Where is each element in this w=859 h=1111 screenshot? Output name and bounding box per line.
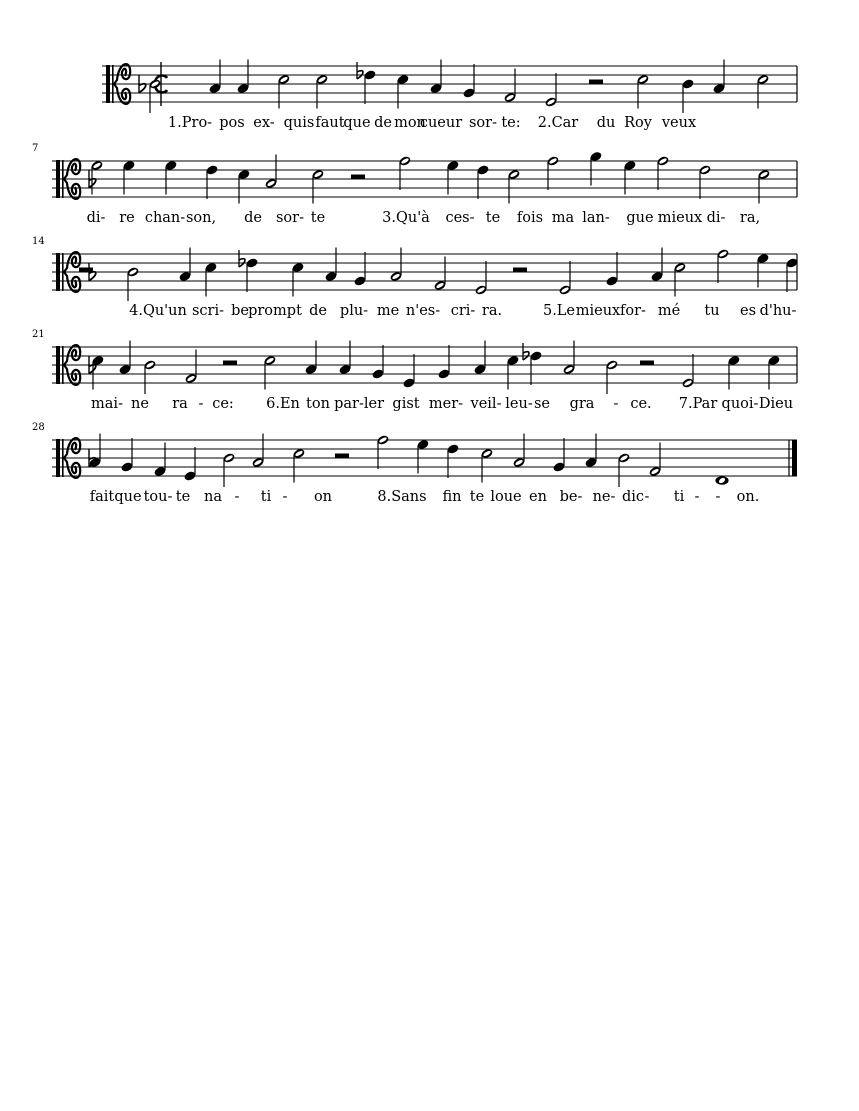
note xyxy=(756,74,769,109)
note xyxy=(558,261,571,296)
note xyxy=(292,448,305,483)
lyric-syllable: Dieu xyxy=(758,396,794,412)
note xyxy=(617,452,630,487)
lyric-syllable: ti xyxy=(260,489,272,505)
note xyxy=(416,439,429,474)
lyric-syllable: d'hu- xyxy=(759,303,797,319)
note xyxy=(473,341,486,376)
lyric-syllable: 2.Car xyxy=(537,115,579,131)
lyric-syllable: ne- xyxy=(592,489,616,505)
note xyxy=(236,60,249,95)
lyric-syllable: gra xyxy=(569,396,595,412)
lyric-syllable: - xyxy=(234,489,240,505)
note xyxy=(237,169,250,204)
lyric-syllable: te: xyxy=(501,115,521,131)
half-rest xyxy=(223,361,237,366)
lyric-syllable: on xyxy=(313,489,333,505)
half-rest xyxy=(589,80,603,85)
note xyxy=(503,69,516,104)
note xyxy=(153,443,166,478)
lyric-syllable: ti xyxy=(673,489,685,505)
flat-accidental-icon xyxy=(523,343,529,360)
lyric-syllable: veil- xyxy=(470,396,502,412)
note xyxy=(446,160,459,195)
note xyxy=(727,355,740,390)
lyric-syllable: de xyxy=(374,115,392,131)
lyric-syllable: - xyxy=(613,396,619,412)
lyric-syllable: 6.En xyxy=(266,396,300,412)
note xyxy=(122,160,135,195)
lyric-syllable: veux xyxy=(661,115,697,131)
note xyxy=(681,354,694,389)
lyric-syllable: de xyxy=(309,303,327,319)
lyric-syllable: di- xyxy=(706,210,726,226)
half-rest xyxy=(351,175,365,180)
note xyxy=(183,447,196,482)
lyric-syllable: quis xyxy=(283,115,315,131)
note xyxy=(673,262,686,297)
lyric-syllable: son, xyxy=(185,210,217,226)
lyric-syllable: prompt xyxy=(248,303,302,319)
note xyxy=(126,266,139,301)
note xyxy=(716,248,729,283)
lyric-syllable: es xyxy=(739,303,757,319)
measure-number: 28 xyxy=(32,422,45,433)
lyric-syllable: ra xyxy=(172,396,188,412)
note xyxy=(239,250,259,292)
half-rest xyxy=(513,268,527,273)
lyric-syllable: 5.Le xyxy=(542,303,576,319)
note xyxy=(767,355,780,390)
lyric-syllable: na xyxy=(204,489,222,505)
lyric-syllable: me xyxy=(376,303,400,319)
lyric-syllable: 1.Pro- xyxy=(167,115,213,131)
note xyxy=(338,341,351,376)
music-system xyxy=(32,329,797,412)
final-barline-thick xyxy=(792,440,797,476)
lyric-syllable: se xyxy=(533,396,551,412)
note xyxy=(264,155,277,190)
lyric-syllable: - xyxy=(694,489,700,505)
lyric-syllable: chan- xyxy=(144,210,186,226)
note xyxy=(636,74,649,109)
lyric-syllable: gue xyxy=(626,210,654,226)
note xyxy=(398,155,411,190)
lyric-syllable: for- xyxy=(620,303,646,319)
lyric-syllable: be- xyxy=(559,489,583,505)
lyric-syllable: - xyxy=(198,396,204,412)
note xyxy=(589,151,602,186)
note xyxy=(277,74,290,109)
note xyxy=(584,434,597,469)
note xyxy=(205,164,218,199)
note xyxy=(544,73,557,108)
note xyxy=(507,169,520,204)
music-system xyxy=(32,422,797,505)
lyric-syllable: ex- xyxy=(253,115,275,131)
note xyxy=(178,248,191,283)
lyric-syllable: ma xyxy=(551,210,575,226)
lyric-syllable: ton xyxy=(306,396,330,412)
half-rest xyxy=(640,361,654,366)
note xyxy=(376,434,389,469)
measure-number: 14 xyxy=(32,236,45,247)
lyric-syllable: quoi- xyxy=(721,396,759,412)
lyric-syllable: fois xyxy=(516,210,544,226)
lyric-syllable: be xyxy=(231,303,249,319)
lyric-syllable: mieux xyxy=(657,210,703,226)
flat-accidental-icon xyxy=(357,62,363,79)
lyric-syllable: ne xyxy=(131,396,149,412)
lyric-syllable: en xyxy=(529,489,547,505)
note xyxy=(681,78,694,113)
lyric-syllable: tu xyxy=(704,303,720,319)
note xyxy=(523,343,543,385)
note xyxy=(512,434,525,469)
lyric-syllable: sor- xyxy=(275,210,305,226)
note xyxy=(143,359,156,394)
note xyxy=(204,262,217,297)
note xyxy=(208,60,221,95)
lyric-syllable: 7.Par xyxy=(678,396,718,412)
lyric-syllable: loue xyxy=(490,489,522,505)
note xyxy=(90,160,103,195)
lyric-syllable: cri- xyxy=(450,303,476,319)
note xyxy=(462,64,475,99)
note xyxy=(164,160,177,195)
lyric-syllable: fait xyxy=(89,489,115,505)
measure-number: 7 xyxy=(32,143,39,154)
lyric-syllable: faut xyxy=(315,115,345,131)
note xyxy=(712,60,725,95)
lyric-syllable: que xyxy=(114,489,142,505)
systems-layer xyxy=(32,60,799,506)
note xyxy=(437,345,450,380)
lyric-syllable: ra. xyxy=(481,303,503,319)
lyric-syllable: ce. xyxy=(630,396,652,412)
lyric-syllable: dic xyxy=(621,489,645,505)
note xyxy=(605,359,618,394)
lyric-syllable: lan- xyxy=(582,210,610,226)
lyric-syllable: di- xyxy=(86,210,106,226)
lyric-syllable: pos xyxy=(219,115,245,131)
lyric-syllable: par- xyxy=(334,396,364,412)
note xyxy=(648,443,661,478)
note xyxy=(304,341,317,376)
note xyxy=(291,262,304,297)
note xyxy=(506,355,519,390)
lyric-syllable: te xyxy=(469,489,485,505)
lyric-syllable: on. xyxy=(736,489,760,505)
note xyxy=(315,74,328,109)
lyric-syllable: te xyxy=(485,210,501,226)
lyric-syllable: leu- xyxy=(505,396,533,412)
note xyxy=(357,62,377,104)
note xyxy=(446,443,459,478)
note xyxy=(605,252,618,287)
note xyxy=(91,355,104,390)
note xyxy=(623,160,636,195)
note xyxy=(148,78,161,113)
note xyxy=(263,355,276,390)
lyric-syllable: du xyxy=(596,115,616,131)
note xyxy=(656,155,669,190)
note xyxy=(715,476,728,485)
note xyxy=(222,452,235,487)
lyric-syllable: sor- xyxy=(468,115,498,131)
lyric-syllable: tou- xyxy=(143,489,173,505)
lyric-syllable: cueur xyxy=(419,115,463,131)
lyric-syllable: que xyxy=(343,115,371,131)
half-rest xyxy=(335,454,349,459)
lyric-syllable: ce: xyxy=(212,396,234,412)
lyric-syllable: plu- xyxy=(339,303,369,319)
lyric-syllable: re xyxy=(119,210,135,226)
lyric-syllable: 4.Qu'un xyxy=(129,303,187,319)
note xyxy=(324,248,337,283)
lyric-syllable: mé xyxy=(657,303,681,319)
note xyxy=(371,345,384,380)
lyric-syllable: te xyxy=(175,489,191,505)
lyric-syllable: scri- xyxy=(191,303,225,319)
lyric-syllable: ra, xyxy=(739,210,761,226)
note xyxy=(546,155,559,190)
half-rest xyxy=(79,268,93,273)
lyric-syllable: mon xyxy=(394,115,426,131)
note xyxy=(184,350,197,385)
note xyxy=(756,253,769,288)
lyric-syllable: mer- xyxy=(428,396,464,412)
lyric-syllable: de xyxy=(244,210,262,226)
lyric-syllable: fin xyxy=(442,489,462,505)
lyric-syllable: 3.Qu'à xyxy=(382,210,430,226)
note xyxy=(120,438,133,473)
note xyxy=(474,261,487,296)
note xyxy=(353,252,366,287)
note xyxy=(433,257,446,292)
music-system xyxy=(32,143,797,226)
lyric-syllable: gist xyxy=(392,396,420,412)
note xyxy=(476,164,489,199)
lyric-syllable: - xyxy=(282,489,288,505)
note xyxy=(552,438,565,473)
note xyxy=(402,354,415,389)
music-system xyxy=(32,236,799,319)
note xyxy=(251,434,264,469)
lyric-syllable: ces- xyxy=(445,210,475,226)
note xyxy=(311,169,324,204)
lyric-syllable: 8.Sans xyxy=(377,489,427,505)
note xyxy=(757,169,770,204)
note xyxy=(429,60,442,95)
lyric-syllable: Roy xyxy=(624,115,652,131)
note xyxy=(480,448,493,483)
lyric-syllable: n'es- xyxy=(405,303,441,319)
measure-number: 21 xyxy=(32,329,45,340)
flat-accidental-icon xyxy=(239,250,245,267)
note xyxy=(650,248,663,283)
note xyxy=(562,341,575,376)
lyric-syllable: ler xyxy=(363,396,385,412)
note xyxy=(389,248,402,283)
note xyxy=(88,434,101,469)
lyric-syllable: - xyxy=(644,489,650,505)
note xyxy=(118,341,131,376)
music-system xyxy=(102,60,797,132)
note xyxy=(698,164,711,199)
lyric-syllable: te xyxy=(310,210,326,226)
lyric-syllable: mai- xyxy=(91,396,123,412)
note xyxy=(396,74,409,109)
lyric-syllable: - xyxy=(715,489,721,505)
lyric-syllable: mieux xyxy=(575,303,621,319)
